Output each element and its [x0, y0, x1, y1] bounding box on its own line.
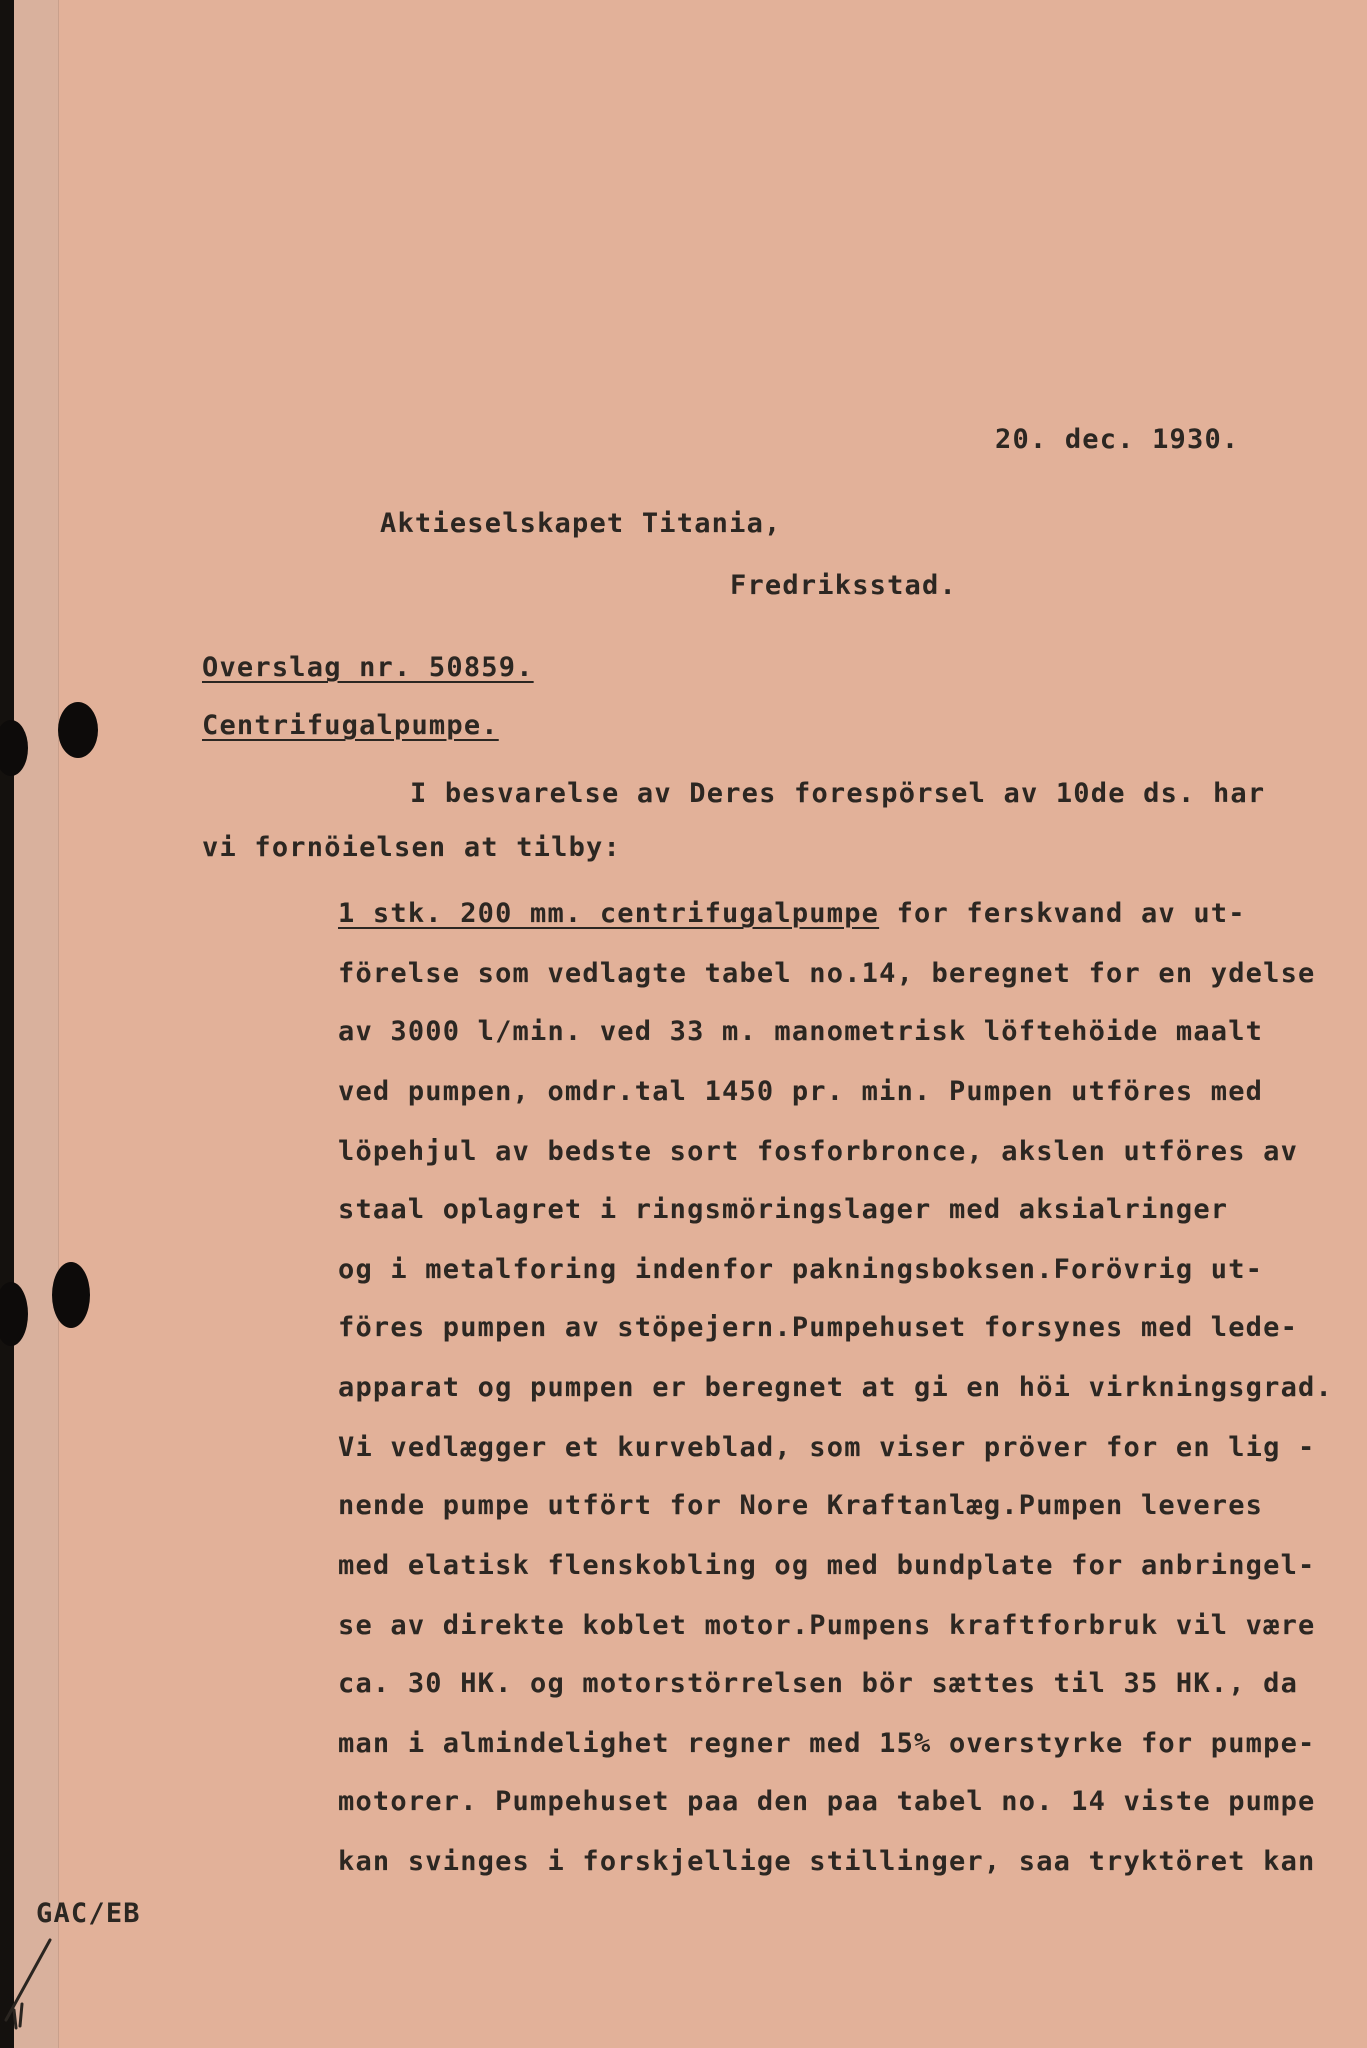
subject-line: Centrifugalpumpe. [202, 710, 499, 741]
offer-line: löpehjul av bedste sort fosforbronce, akslen utföres av [338, 1136, 1299, 1167]
handwritten-mark-icon [0, 1920, 70, 2030]
offer-line: motorer. Pumpehuset paa den paa tabel no. 14 viste pumpe [338, 1786, 1316, 1817]
intro-line-2: vi fornöielsen at tilby: [202, 832, 621, 863]
offer-line: ved pumpen, omdr.tal 1450 pr. min. Pumpen utföres med [338, 1076, 1264, 1107]
punch-hole-icon [52, 1262, 90, 1328]
typist-initials: GAC/EB [36, 1898, 141, 1929]
offer-line: Vi vedlægger et kurveblad, som viser pröver for en lig - [338, 1432, 1316, 1463]
offer-line-first-rest: for ferskvand av ut- [879, 898, 1246, 929]
offer-line: nende pumpe utfört for Nore Kraftanlæg.Pumpen leveres [338, 1490, 1264, 1521]
offer-line: se av direkte koblet motor.Pumpens kraftforbruk vil være [338, 1610, 1316, 1641]
offer-line: med elatisk flenskobling og med bundplate for anbringel- [338, 1550, 1316, 1581]
offer-line-first [338, 898, 1246, 929]
offer-line: av 3000 l/min. ved 33 m. manometrisk löftehöide maalt [338, 1016, 1264, 1047]
scan-border [0, 0, 14, 2048]
intro-line-1: I besvarelse av Deres forespörsel av 10de ds. har [410, 778, 1266, 809]
offer-item: 1 stk. 200 mm. centrifugalpumpe [338, 898, 880, 929]
offer-line: ca. 30 HK. og motorstörrelsen bör sættes til 35 HK., da [338, 1668, 1299, 1699]
recipient-city: Fredriksstad. [730, 570, 957, 601]
offer-line: staal oplagret i ringsmöringslager med aksialringer [338, 1194, 1229, 1225]
offer-line: og i metalforing indenfor pakningsboksen.Forövrig ut- [338, 1254, 1264, 1285]
adjacent-page-strip [14, 0, 59, 2048]
reference-number: Overslag nr. 50859. [202, 652, 534, 683]
offer-line: förelse som vedlagte tabel no.14, beregnet for en ydelse [338, 958, 1316, 989]
offer-line: man i almindelighet regner med 15% overstyrke for pumpe- [338, 1728, 1316, 1759]
recipient-name: Aktieselskapet Titania, [380, 508, 782, 539]
offer-line: kan svinges i forskjellige stillinger, saa tryktöret kan [338, 1846, 1316, 1877]
punch-hole-icon [58, 702, 98, 758]
letter-date: 20. dec. 1930. [995, 424, 1240, 455]
offer-line: föres pumpen av stöpejern.Pumpehuset forsynes med lede- [338, 1312, 1299, 1343]
offer-line: apparat og pumpen er beregnet at gi en höi virkningsgrad. [338, 1372, 1333, 1403]
